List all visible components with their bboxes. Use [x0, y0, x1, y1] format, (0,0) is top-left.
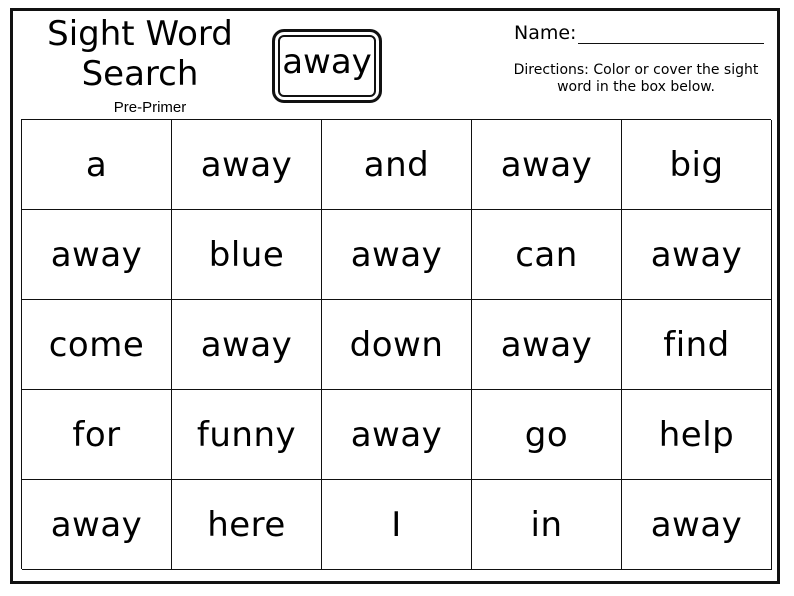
target-word: away — [282, 42, 372, 82]
grid-cell[interactable]: away — [172, 120, 322, 210]
title-line-1: Sight Word — [47, 14, 233, 54]
target-word-box — [272, 29, 382, 103]
grid-cell[interactable]: down — [322, 300, 472, 390]
grid-cell[interactable]: a — [22, 120, 172, 210]
grid-cell[interactable]: funny — [172, 390, 322, 480]
word-grid — [21, 119, 771, 569]
grid-cell[interactable]: away — [322, 210, 472, 300]
grid-cell[interactable]: away — [22, 210, 172, 300]
grid-cell[interactable]: away — [622, 210, 772, 300]
grid-cell[interactable]: come — [22, 300, 172, 390]
grid-cell[interactable]: away — [322, 390, 472, 480]
directions-text: Directions: Color or cover the sight word in the box below. — [513, 62, 759, 95]
grid-cell[interactable]: away — [22, 480, 172, 570]
grid-cell[interactable]: away — [472, 300, 622, 390]
grid-cell[interactable]: big — [622, 120, 772, 210]
grid-cell[interactable]: go — [472, 390, 622, 480]
grid-cell[interactable]: find — [622, 300, 772, 390]
grid-cell[interactable]: away — [472, 120, 622, 210]
grid-cell[interactable]: away — [172, 300, 322, 390]
grid-cell[interactable]: blue — [172, 210, 322, 300]
grid-cell[interactable]: in — [472, 480, 622, 570]
grid-cell[interactable]: and — [322, 120, 472, 210]
grid-cell[interactable]: for — [22, 390, 172, 480]
name-label: Name: — [514, 22, 577, 44]
grid-cell[interactable]: help — [622, 390, 772, 480]
page-title — [40, 14, 240, 94]
level-label: Pre-Primer — [113, 99, 187, 116]
grid-cell[interactable]: here — [172, 480, 322, 570]
title-line-2: Search — [81, 54, 199, 94]
grid-cell[interactable]: can — [472, 210, 622, 300]
name-field-line[interactable] — [578, 43, 764, 44]
grid-cell[interactable]: I — [322, 480, 472, 570]
grid-cell[interactable]: away — [622, 480, 772, 570]
